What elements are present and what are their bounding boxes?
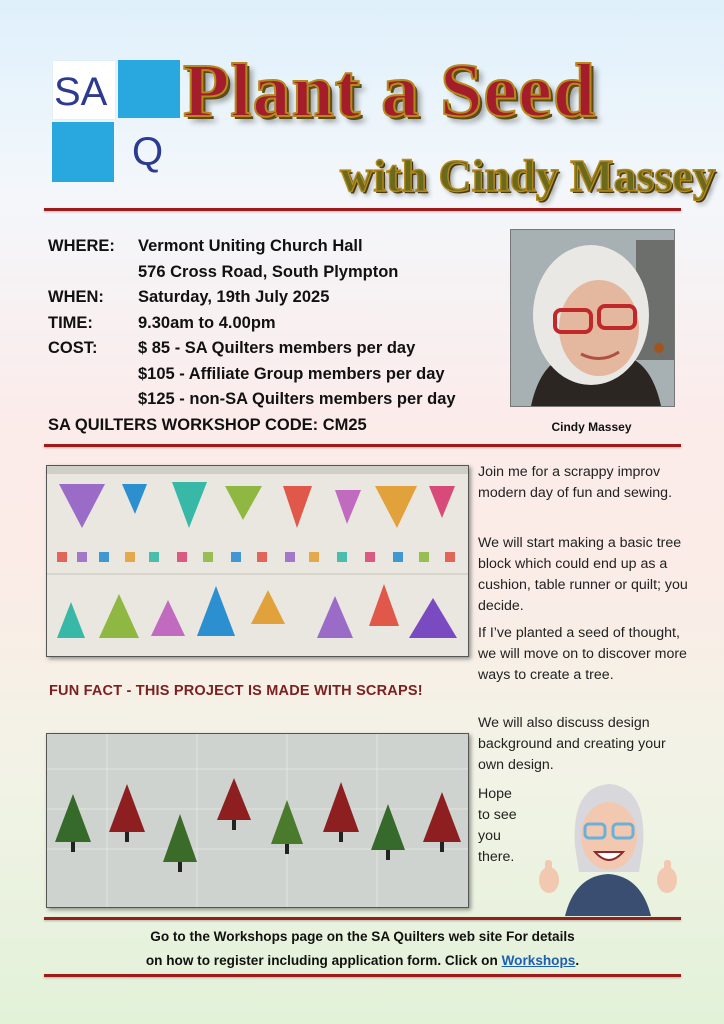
cost-line-2: $105 - Affiliate Group members per day — [138, 364, 445, 383]
footer-line-2-text: on how to register including application form. Click on — [145, 953, 502, 968]
where-line-1: Vermont Uniting Church Hall — [138, 237, 363, 255]
page-subtitle: with Cindy Massey — [340, 150, 716, 201]
logo-square-bottom-left — [52, 122, 114, 182]
photo-caption: Cindy Massey — [551, 420, 632, 434]
logo-text-sa: SA — [54, 70, 108, 114]
divider-4 — [44, 974, 681, 977]
avatar-illustration — [535, 776, 681, 916]
saq-logo — [52, 60, 180, 184]
tree-quilt-photo — [46, 733, 469, 908]
divider-3 — [44, 917, 681, 920]
tree-quilt-illustration — [47, 734, 468, 907]
workshop-code: SA QUILTERS WORKSHOP CODE: CM25 — [48, 415, 367, 434]
when-label: WHEN: — [48, 288, 104, 306]
description-hope-line-3: you — [478, 828, 501, 844]
footer-line-2-end: . — [575, 953, 580, 968]
cost-label: COST: — [48, 339, 98, 357]
cost-line-3: $125 - non-SA Quilters members per day — [138, 390, 456, 408]
time-label: TIME: — [48, 313, 93, 332]
logo-text-q: Q — [132, 130, 164, 174]
description-paragraph-4: We will also discuss design background and creating your own design. — [478, 715, 666, 773]
bunting-quilt-photo — [46, 465, 469, 657]
cindy-massey-photo — [510, 229, 675, 407]
time-value: 9.30am to 4.00pm — [138, 313, 276, 332]
description-hope-line-4: there. — [478, 849, 515, 865]
description-paragraph-1: Join me for a scrappy improv modern day of fun and sewing. — [478, 464, 673, 501]
where-line-2: 576 Cross Road, South Plympton — [138, 262, 399, 281]
logo-square-top-right — [118, 60, 180, 118]
portrait-illustration — [511, 230, 674, 406]
description-hope-line-1: Hope — [478, 786, 512, 802]
footer-line-2 — [44, 949, 681, 973]
divider-2 — [44, 444, 681, 447]
description-hope-line-2: to see — [478, 807, 517, 823]
cost-line-1: $ 85 - SA Quilters members per day — [138, 339, 416, 357]
footer-line-1: Go to the Workshops page on the SA Quilters web site For details — [150, 929, 575, 944]
divider-1 — [44, 208, 681, 211]
fun-fact: FUN FACT - THIS PROJECT IS MADE WITH SCRAPS! — [49, 683, 423, 699]
description-paragraph-3: If I’ve planted a seed of thought, we will move on to discover more ways to create a tree. — [478, 625, 687, 683]
page-title: Plant a Seed — [183, 49, 597, 133]
description-paragraph-2: We will start making a basic tree block which could end up as a cushion, table runner or quilt; you decide. — [478, 535, 688, 614]
where-label: WHERE: — [48, 237, 115, 255]
avatar-thumbs-up — [535, 776, 681, 916]
workshops-link[interactable]: Workshops — [501, 953, 576, 968]
when-value: Saturday, 19th July 2025 — [138, 288, 330, 306]
bunting-quilt-illustration — [47, 466, 468, 656]
